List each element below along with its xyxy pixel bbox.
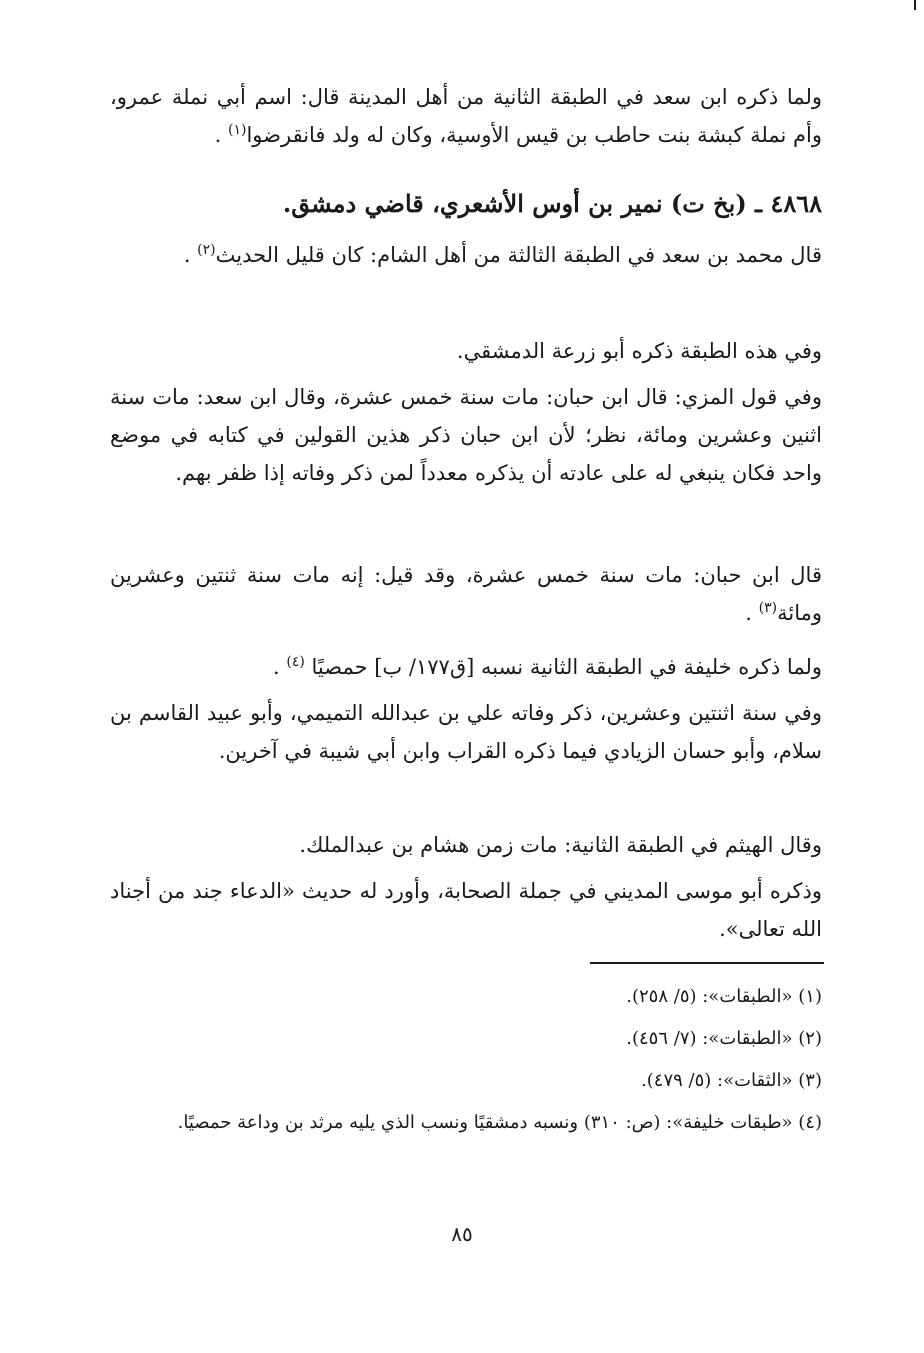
page-number: ٨٥ <box>451 1222 473 1246</box>
paragraph-9: وذكره أبو موسى المديني في جملة الصحابة، وأورد له حديث «الدعاء جند من أجناد الله تعالى». <box>110 879 822 941</box>
paragraph-1-tail: . <box>214 123 228 147</box>
paragraph-1 <box>110 78 822 154</box>
footnote-ref-3[interactable]: (٣) <box>758 600 778 616</box>
paragraph-3: وفي هذه الطبقة ذكره أبو زرعة الدمشقي. <box>456 339 822 363</box>
footnote-ref-4[interactable]: (٤) <box>286 654 305 670</box>
edge-mark <box>914 0 916 10</box>
paragraph-1-text: ولما ذكره ابن سعد في الطبقة الثانية من أهل المدينة قال: اسم أبي نملة عمرو، وأم نملة كبشة بنت حاطب بن قيس الأوسية، وكان له ولد فانقرضوا <box>110 85 822 147</box>
footnote-2: (٢) «الطبقات»: (٧/ ٤٥٦). <box>626 1028 822 1049</box>
footnote-ref-1[interactable]: (١) <box>228 122 247 138</box>
footnote-1: (١) «الطبقات»: (٥/ ٢٥٨). <box>626 986 822 1007</box>
paragraph-5 <box>110 556 822 632</box>
paragraph-8: وقال الهيثم في الطبقة الثانية: مات زمن هشام بن عبدالملك. <box>299 833 822 857</box>
paragraph-7: وفي سنة اثنتين وعشرين، ذكر وفاته علي بن عبدالله التميمي، وأبو عبيد القاسم بن سلام، وأبو حسان الزيادي فيما ذكره القراب وابن أبي شيبة في آخرين. <box>110 701 822 763</box>
paragraph-2-text: قال محمد بن سعد في الطبقة الثالثة من أهل الشام: كان قليل الحديث <box>215 243 822 267</box>
paragraph-2 <box>110 236 822 274</box>
paragraph-6-text: ولما ذكره خليفة في الطبقة الثانية نسبه [ق١٧٧/ ب] حمصيًا <box>311 655 822 679</box>
paragraph-4: وفي قول المزي: قال ابن حبان: مات سنة خمس عشرة، وقال ابن سعد: مات سنة اثنين وعشرين ومائة، نظر؛ لأن ابن حبان ذكر هذين القولين في كتابه في موضع واحد فكان ينبغي له على عادته أن يذكره معدداً لمن ذكر وفاته إذا ظفر بهم. <box>110 385 822 485</box>
paragraph-5-tail: . <box>745 601 759 625</box>
footnote-ref-2[interactable]: (٢) <box>197 242 216 258</box>
footnote-4: (٤) «طبقات خليفة»: (ص: ٣١٠) ونسبه دمشقيًا ونسب الذي يليه مرثد بن وداعة حمصيًا. <box>177 1112 822 1133</box>
paragraph-6-tail: . <box>272 655 287 679</box>
footnotes <box>110 980 822 1148</box>
footnote-3: (٣) «الثقات»: (٥/ ٤٧٩). <box>641 1070 822 1091</box>
paragraph-5-text: قال ابن حبان: مات سنة خمس عشرة، وقد قيل: إنه مات سنة ثنتين وعشرين ومائة <box>110 563 822 625</box>
paragraph-6 <box>110 648 822 686</box>
paragraph-2-tail: . <box>183 243 198 267</box>
entry-heading: ٤٨٦٨ ـ (بخ ت) نمير بن أوس الأشعري، قاضي دمشق. <box>282 189 822 218</box>
footnote-separator <box>590 962 824 964</box>
